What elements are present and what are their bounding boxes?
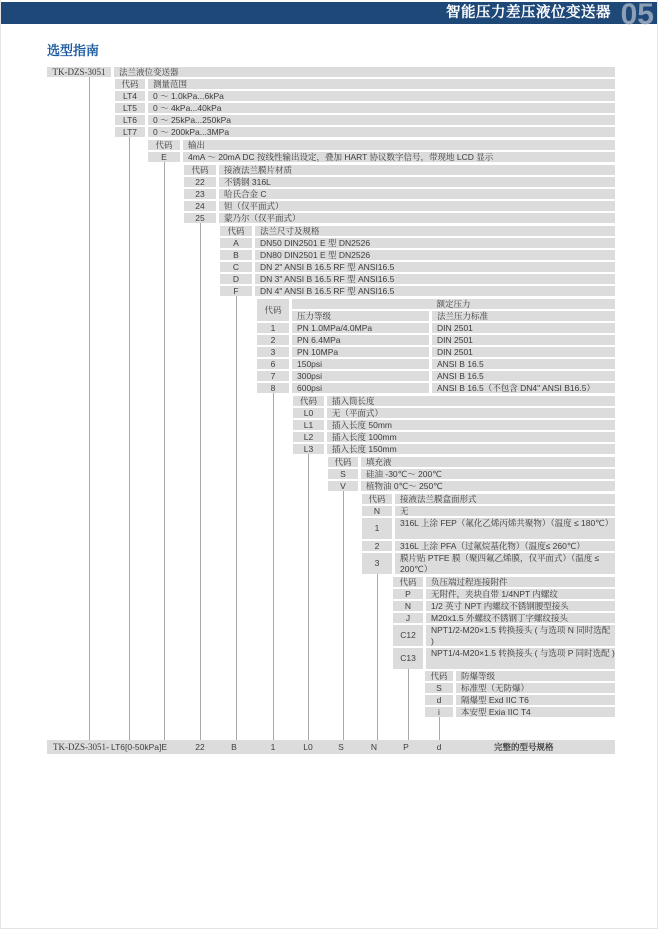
block-fill-fluid xyxy=(328,457,615,493)
table-header-row xyxy=(184,165,615,175)
desc-cell: M20x1.5 外螺纹不锈钢丁字螺纹接头 xyxy=(426,613,615,623)
code-cell: d xyxy=(425,695,453,705)
table-row xyxy=(220,238,615,248)
code-cell: L2 xyxy=(293,432,324,442)
code-cell: 7 xyxy=(257,371,289,381)
complete-model-row xyxy=(47,740,615,754)
desc-cell: 标准型（无防爆） xyxy=(456,683,615,693)
table-row xyxy=(257,335,615,345)
code-cell: 1 xyxy=(362,518,392,539)
code-cell: 3 xyxy=(362,553,392,574)
code-cell: 1 xyxy=(257,323,289,333)
code-header-cell: 代码 xyxy=(220,226,252,236)
column-header-cell: 压力等级 xyxy=(292,311,429,321)
code-header-cell: 代码 xyxy=(425,671,453,681)
summary-model-prefix: TK-DZS-3051- xyxy=(53,742,109,752)
block-flange-facing xyxy=(362,494,615,576)
code-cell: 25 xyxy=(184,213,216,223)
block-title-cell: 插入筒长度 xyxy=(327,396,615,406)
table-header-row xyxy=(293,396,615,406)
desc-cell: 插入长度 100mm xyxy=(327,432,615,442)
pressure-class-cell: PN 6.4MPa xyxy=(292,335,429,345)
table-row xyxy=(220,274,615,284)
connector-line xyxy=(129,137,130,740)
pressure-class-cell: 300psi xyxy=(292,371,429,381)
code-cell: N xyxy=(362,506,392,516)
desc-cell: 0 ～ 200kPa...3MPa xyxy=(148,127,615,137)
desc-cell: 0 ～ 25kPa...250kPa xyxy=(148,115,615,125)
table-row xyxy=(293,420,615,430)
block-flange-size xyxy=(220,226,615,298)
block-title-cell: 防爆等级 xyxy=(456,671,615,681)
summary-code: L0 xyxy=(303,742,313,752)
summary-code: 1 xyxy=(270,742,276,752)
desc-cell: 无（平面式） xyxy=(327,408,615,418)
summary-code: P xyxy=(403,742,409,752)
desc-cell: 1/2 英寸 NPT 内螺纹不锈钢腰型接头 xyxy=(426,601,615,611)
code-cell: LT7 xyxy=(115,127,145,137)
code-header-cell: 代码 xyxy=(362,494,392,504)
summary-code: 22 xyxy=(195,742,205,752)
connector-line xyxy=(200,223,201,740)
desc-cell: NPT1/2-M20×1.5 转换接头 ( 与选项 N 同时选配 ) xyxy=(426,625,615,646)
table-row xyxy=(293,432,615,442)
code-cell: F xyxy=(220,286,252,296)
table-row xyxy=(220,286,615,296)
model-code-cell: TK-DZS-3051 xyxy=(47,67,111,77)
code-cell: S xyxy=(425,683,453,693)
desc-cell: 4mA ～ 20mA DC 按线性输出设定，叠加 HART 协议数字信号，带现地 LCD 显示 xyxy=(183,152,615,162)
desc-cell: DN 4" ANSI B 16.5 RF 型 ANSI16.5 xyxy=(255,286,615,296)
desc-cell: NPT1/4-M20×1.5 转换接头 ( 与选项 P 同时选配 ) xyxy=(426,648,615,669)
code-cell: 3 xyxy=(257,347,289,357)
table-header-row xyxy=(257,299,615,321)
summary-code: S xyxy=(338,742,344,752)
code-cell: 22 xyxy=(184,177,216,187)
connector-line xyxy=(236,296,237,740)
code-header-cell: 代码 xyxy=(148,140,180,150)
desc-cell: 无附件，夹块自带 1/4NPT 内螺纹 xyxy=(426,589,615,599)
table-row xyxy=(115,91,615,101)
desc-cell: 隔爆型 Exd IIC T6 xyxy=(456,695,615,705)
table-header-row xyxy=(393,577,615,587)
desc-cell: DN 2" ANSI B 16.5 RF 型 ANSI16.5 xyxy=(255,262,615,272)
section-title: 选型指南 xyxy=(47,43,100,58)
pressure-header-group xyxy=(292,299,615,321)
block-output xyxy=(148,140,615,164)
code-header-cell: 代码 xyxy=(184,165,216,175)
code-cell: D xyxy=(220,274,252,284)
desc-cell: 316L 上涂 FEP（氟化乙烯丙烯共聚物）（温度 ≤ 180℃） xyxy=(395,518,615,539)
block-title-cell: 输出 xyxy=(183,140,615,150)
code-cell: 8 xyxy=(257,383,289,393)
table-row xyxy=(328,469,615,479)
table-row xyxy=(184,177,615,187)
table-header-row xyxy=(148,140,615,150)
code-cell: L1 xyxy=(293,420,324,430)
table-row xyxy=(393,589,615,599)
summary-label: 完整的型号规格 xyxy=(494,742,554,752)
table-row xyxy=(393,601,615,611)
code-cell: 23 xyxy=(184,189,216,199)
pressure-class-cell: 600psi xyxy=(292,383,429,393)
table-row xyxy=(47,67,615,77)
table-row xyxy=(425,707,615,717)
desc-cell: 316L 上涂 PFA（过氟烷基化物）（温度≤ 260℃） xyxy=(395,541,615,551)
model-desc-cell: 法兰液位变送器 xyxy=(114,67,615,77)
summary-code: d xyxy=(436,742,442,752)
flange-standard-cell: DIN 2501 xyxy=(432,335,615,345)
table-row xyxy=(362,518,615,539)
table-row xyxy=(425,695,615,705)
desc-cell: 插入长度 150mm xyxy=(327,444,615,454)
summary-range-code: LT6[0-50kPa]E xyxy=(111,742,168,752)
code-header-cell: 代码 xyxy=(115,79,145,89)
code-cell: C12 xyxy=(393,625,423,646)
pressure-class-cell: PN 10MPa xyxy=(292,347,429,357)
desc-cell: 膜片贴 PTFE 膜（聚四氟乙烯膜，仅平面式）（温度 ≤ 200℃） xyxy=(395,553,615,574)
code-cell: L3 xyxy=(293,444,324,454)
code-cell: N xyxy=(393,601,423,611)
flange-standard-cell: ANSI B 16.5（不包含 DN4" ANSI B16.5） xyxy=(432,383,615,393)
desc-cell: DN 3" ANSI B 16.5 RF 型 ANSI16.5 xyxy=(255,274,615,284)
table-row xyxy=(362,553,615,574)
table-row xyxy=(293,444,615,454)
flange-standard-cell: ANSI B 16.5 xyxy=(432,371,615,381)
code-header-cell: 代码 xyxy=(328,457,358,467)
desc-cell: 哈氏合金 C xyxy=(219,189,615,199)
table-header-row xyxy=(115,79,615,89)
block-explosion-proof xyxy=(425,671,615,719)
code-cell: C13 xyxy=(393,648,423,669)
table-row xyxy=(115,115,615,125)
table-row xyxy=(184,201,615,211)
code-header-cell: 代码 xyxy=(393,577,423,587)
code-cell: L0 xyxy=(293,408,324,418)
table-header-row xyxy=(362,494,615,504)
code-cell: LT4 xyxy=(115,91,145,101)
block-title-cell: 接液法兰膜盒面形式 xyxy=(395,494,615,504)
connector-line xyxy=(343,491,344,740)
code-header-cell: 代码 xyxy=(293,396,324,406)
connector-line xyxy=(439,717,440,740)
pressure-class-cell: PN 1.0MPa/4.0MPa xyxy=(292,323,429,333)
pressure-class-cell: 150psi xyxy=(292,359,429,369)
code-cell: S xyxy=(328,469,358,479)
page-title: 智能压力差压液位变送器 xyxy=(446,5,611,21)
code-cell: B xyxy=(220,250,252,260)
block-insertion-length xyxy=(293,396,615,456)
desc-cell: 本安型 Exia IIC T4 xyxy=(456,707,615,717)
table-row xyxy=(393,613,615,623)
block-pressure-rating xyxy=(257,299,615,395)
table-row xyxy=(393,648,615,669)
page-header-bar xyxy=(1,2,657,24)
desc-cell: DN50 DIN2501 E 型 DN2526 xyxy=(255,238,615,248)
table-row xyxy=(184,213,615,223)
code-cell: V xyxy=(328,481,358,491)
column-header-cell: 法兰压力标准 xyxy=(432,311,615,321)
desc-cell: 蒙乃尔（仅平面式） xyxy=(219,213,615,223)
table-row xyxy=(293,408,615,418)
table-row xyxy=(257,359,615,369)
connector-line xyxy=(308,454,309,740)
summary-code: N xyxy=(370,742,378,752)
code-cell: LT5 xyxy=(115,103,145,113)
table-row xyxy=(257,371,615,381)
table-row xyxy=(362,506,615,516)
block-measuring-range xyxy=(115,79,615,139)
connector-line xyxy=(89,77,90,740)
code-cell: i xyxy=(425,707,453,717)
desc-cell: 插入长度 50mm xyxy=(327,420,615,430)
code-cell: 2 xyxy=(257,335,289,345)
code-cell: J xyxy=(393,613,423,623)
connector-line xyxy=(273,393,274,740)
table-row xyxy=(148,152,615,162)
code-header-cell: 代码 xyxy=(257,299,289,321)
table-row xyxy=(393,625,615,646)
code-cell: 6 xyxy=(257,359,289,369)
table-header-row xyxy=(328,457,615,467)
block-process-connection xyxy=(393,577,615,671)
flange-standard-cell: DIN 2501 xyxy=(432,347,615,357)
page-number: 05 xyxy=(620,0,654,31)
block-title-cell: 法兰尺寸及规格 xyxy=(255,226,615,236)
code-cell: A xyxy=(220,238,252,248)
table-header-row xyxy=(425,671,615,681)
desc-cell: 不锈钢 316L xyxy=(219,177,615,187)
table-row xyxy=(257,323,615,333)
block-title-cell: 接液法兰膜片材质 xyxy=(219,165,615,175)
table-header-row xyxy=(220,226,615,236)
connector-line xyxy=(408,669,409,740)
block-title-cell: 负压端过程连接附件 xyxy=(426,577,615,587)
desc-cell: 钽（仅平面式） xyxy=(219,201,615,211)
table-row xyxy=(257,383,615,393)
desc-cell: 0 ～ 4kPa...40kPa xyxy=(148,103,615,113)
desc-cell: 硅油 -30℃～ 200℃ xyxy=(361,469,615,479)
flange-standard-cell: DIN 2501 xyxy=(432,323,615,333)
code-cell: 24 xyxy=(184,201,216,211)
connector-line xyxy=(377,574,378,740)
block-title-cell: 测量范围 xyxy=(148,79,615,89)
summary-code: B xyxy=(231,742,237,752)
table-row xyxy=(328,481,615,491)
flange-standard-cell: ANSI B 16.5 xyxy=(432,359,615,369)
code-cell: C xyxy=(220,262,252,272)
block-diaphragm-material xyxy=(184,165,615,225)
table-row xyxy=(115,103,615,113)
desc-cell: 0 ～ 1.0kPa...6kPa xyxy=(148,91,615,101)
table-row xyxy=(115,127,615,137)
block-model xyxy=(47,67,615,79)
code-cell: 2 xyxy=(362,541,392,551)
table-row xyxy=(362,541,615,551)
table-row xyxy=(220,250,615,260)
group-title-cell: 额定压力 xyxy=(292,299,615,309)
code-cell: LT6 xyxy=(115,115,145,125)
table-row xyxy=(425,683,615,693)
table-row xyxy=(220,262,615,272)
desc-cell: 植物油 0℃～ 250℃ xyxy=(361,481,615,491)
connector-line xyxy=(164,162,165,740)
block-title-cell: 填充液 xyxy=(361,457,615,467)
table-row xyxy=(184,189,615,199)
table-row xyxy=(257,347,615,357)
desc-cell: 无 xyxy=(395,506,615,516)
code-cell: P xyxy=(393,589,423,599)
code-cell: E xyxy=(148,152,180,162)
desc-cell: DN80 DIN2501 E 型 DN2526 xyxy=(255,250,615,260)
